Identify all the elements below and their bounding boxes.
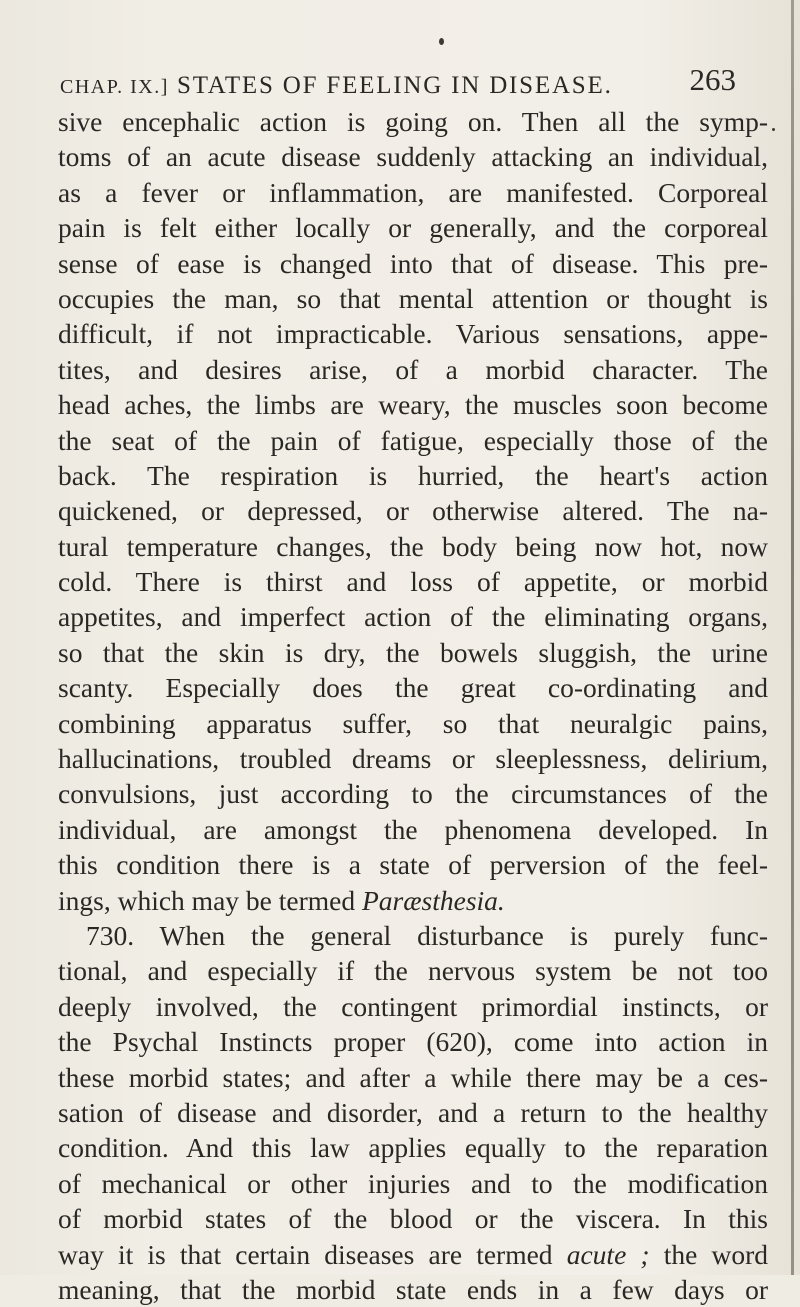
- text-line: individual, are amongst the phenomena developed. In: [58, 813, 768, 845]
- chapter-label: CHAP. IX.]: [60, 76, 169, 98]
- body-text: [58, 104, 768, 1307]
- text-line: quickened, or depressed, or otherwise altered. The na-: [58, 495, 768, 527]
- text-line: occupies the man, so that mental attention or thought is: [58, 282, 768, 314]
- text-line: appetites, and imperfect action of the eliminating organs,: [58, 601, 768, 633]
- ink-speck: [772, 128, 775, 131]
- text-line: [58, 883, 768, 918]
- running-header: [60, 62, 760, 102]
- text-line: as a fever or inflammation, are manifested. Corporeal: [58, 176, 768, 208]
- text-line: tural temperature changes, the body being now hot, now: [58, 530, 768, 562]
- text-line: condition. And this law applies equally to the reparation: [58, 1132, 768, 1164]
- text-line: the Psychal Instincts proper (620), come into action in: [58, 1026, 768, 1058]
- italic-term: acute ;: [566, 1238, 650, 1270]
- text-line: this condition there is a state of perversion of the feel-: [58, 849, 768, 881]
- text-run: ings, which may be termed: [58, 884, 362, 916]
- text-line: cold. There is thirst and loss of appetite, or morbid: [58, 566, 768, 598]
- text-line: of mechanical or other injuries and to the modification: [58, 1167, 768, 1199]
- text-line: tites, and desires arise, of a morbid character. The: [58, 353, 768, 385]
- text-line: meaning, that the morbid state ends in a few days or: [58, 1273, 768, 1305]
- text-line: these morbid states; and after a while there may be a ces-: [58, 1061, 768, 1093]
- text-line: sense of ease is changed into that of disease. This pre-: [58, 247, 768, 279]
- text-line: hallucinations, troubled dreams or sleeplessness, delirium,: [58, 743, 768, 775]
- text-run: way it is that certain diseases are termed: [58, 1238, 567, 1270]
- page-number: 263: [689, 62, 736, 97]
- text-run: the word: [649, 1238, 768, 1270]
- ink-speck: [439, 38, 444, 45]
- running-title: STATES OF FEELING IN DISEASE.: [177, 72, 613, 99]
- text-line: pain is felt either locally or generally, and the corporeal: [58, 212, 768, 244]
- paragraph-start-line: 730. When the general disturbance is purely func-: [86, 919, 768, 951]
- text-line: scanty. Especially does the great co-ordinating and: [58, 672, 768, 704]
- text-line: the seat of the pain of fatigue, especially those of the: [58, 424, 768, 456]
- text-line: of morbid states of the blood or the viscera. In this: [58, 1203, 768, 1235]
- italic-term: Paræsthesia.: [361, 884, 505, 916]
- page-edge-shadow: [791, 0, 794, 1275]
- text-line: sive encephalic action is going on. Then all the symp-: [58, 106, 768, 137]
- text-line: sation of disease and disorder, and a return to the healthy: [58, 1096, 768, 1128]
- text-line: so that the skin is dry, the bowels sluggish, the urine: [58, 636, 768, 668]
- text-line: combining apparatus suffer, so that neuralgic pains,: [58, 707, 768, 739]
- text-line: [58, 1237, 768, 1272]
- text-line: head aches, the limbs are weary, the muscles soon become: [58, 389, 768, 421]
- text-line: difficult, if not impracticable. Various sensations, appe-: [58, 318, 768, 350]
- text-line: back. The respiration is hurried, the heart's action: [58, 459, 768, 491]
- text-line: deeply involved, the contingent primordial instincts, or: [58, 990, 768, 1022]
- text-line: convulsions, just according to the circumstances of the: [58, 778, 768, 810]
- text-line: tional, and especially if the nervous system be not too: [58, 955, 768, 987]
- text-line: toms of an acute disease suddenly attacking an individual,: [58, 141, 768, 173]
